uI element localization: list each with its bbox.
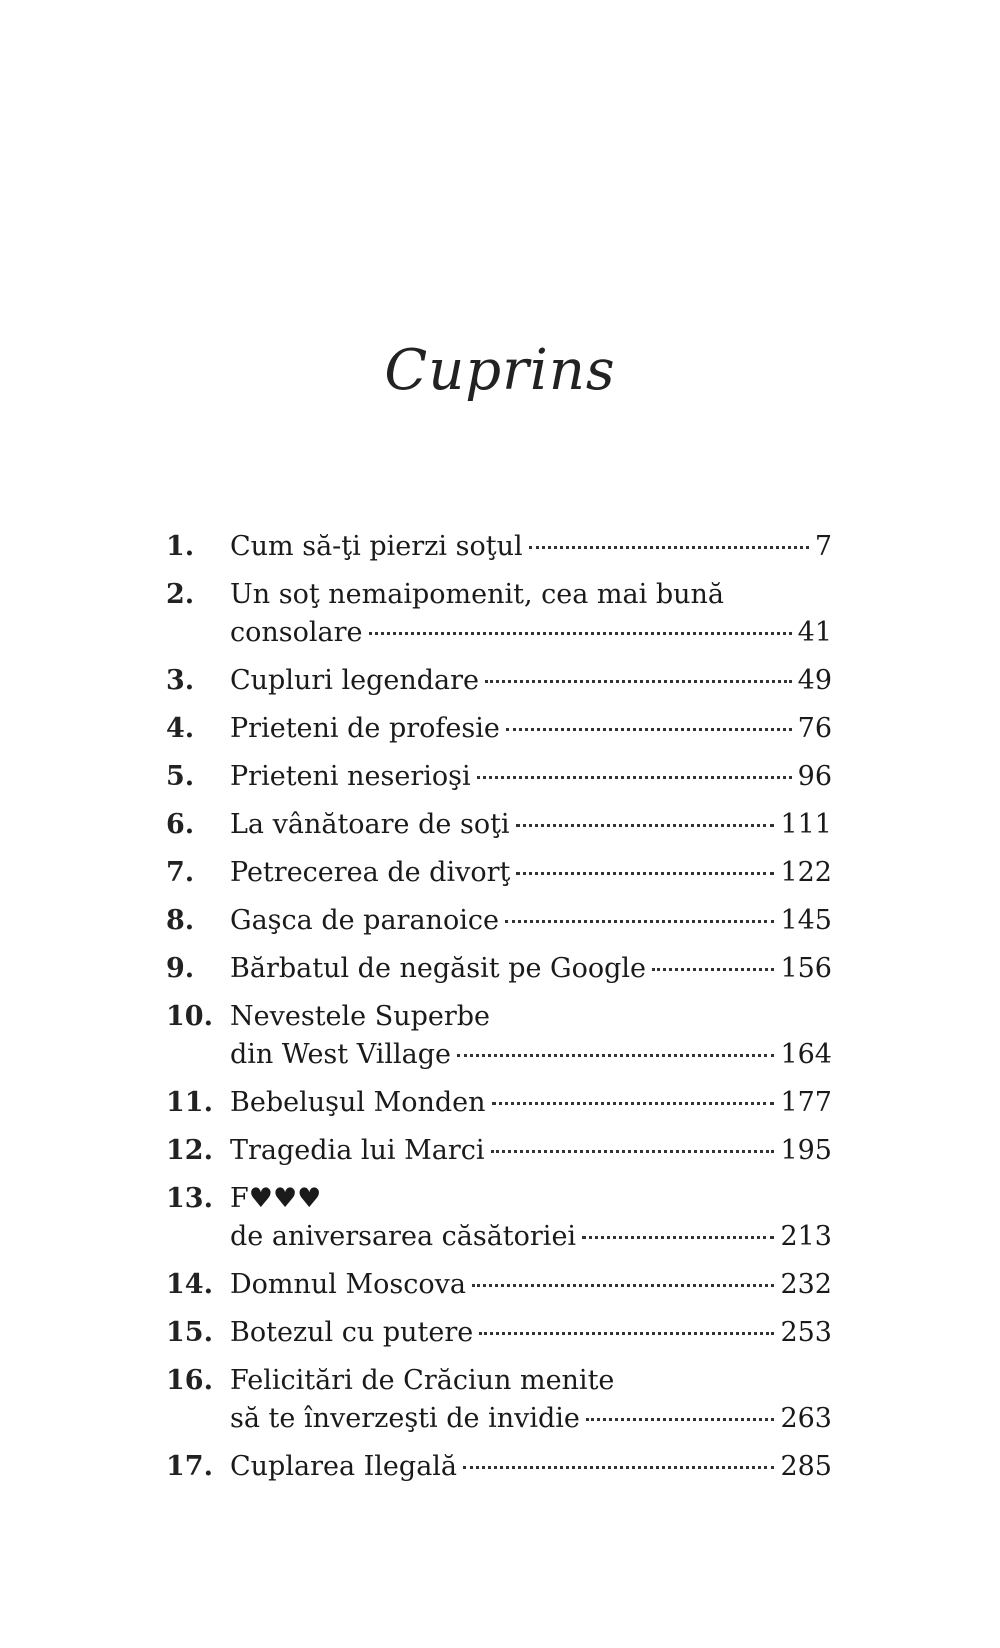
entry-title: La vânătoare de soţi — [230, 809, 510, 840]
entry-title-continued: consolare — [230, 617, 363, 648]
entry-number: 4. — [166, 713, 195, 744]
entry-number: 6. — [166, 809, 195, 840]
entry-title: Bărbatul de negăsit pe Google — [230, 953, 647, 984]
entry-page-number: 164 — [780, 1039, 832, 1070]
entry-page-number: 177 — [780, 1087, 832, 1118]
entry-number: 1. — [166, 531, 195, 562]
entry-page-number: 96 — [797, 761, 832, 792]
entry-number: 13. — [166, 1183, 213, 1214]
entry-title: Petrecerea de divorţ — [230, 857, 511, 888]
entry-title: Botezul cu putere — [230, 1317, 474, 1348]
leader-dots — [529, 546, 809, 549]
leader-dots — [485, 680, 792, 683]
entry-title: Cuplarea Ilegală — [230, 1451, 458, 1482]
toc-entry — [166, 806, 832, 844]
toc-entry — [166, 1314, 832, 1352]
toc-entry — [166, 576, 832, 652]
entry-page-number: 49 — [797, 665, 832, 696]
leader-dots — [369, 632, 792, 635]
toc-entry — [166, 1448, 832, 1486]
entry-number: 17. — [166, 1451, 213, 1482]
entry-page-number: 195 — [780, 1135, 832, 1166]
entry-page-number: 111 — [780, 809, 832, 840]
entry-page-number: 213 — [780, 1221, 832, 1252]
entry-page-number: 122 — [780, 857, 832, 888]
entry-title-continued: să te înverzeşti de invidie — [230, 1403, 580, 1434]
leader-dots — [582, 1236, 774, 1239]
toc-entry — [166, 1084, 832, 1122]
toc-entry — [166, 528, 832, 566]
toc-entry — [166, 854, 832, 892]
entry-page-number: 41 — [797, 617, 832, 648]
leader-dots — [491, 1150, 775, 1153]
entry-title: Tragedia lui Marci — [230, 1135, 485, 1166]
leader-dots — [506, 728, 792, 731]
entry-title: Domnul Moscova — [230, 1269, 466, 1300]
entry-number: 2. — [166, 579, 195, 610]
leader-dots — [516, 824, 775, 827]
toc-entry — [166, 758, 832, 796]
entry-page-number: 253 — [780, 1317, 832, 1348]
entry-page-number: 156 — [780, 953, 832, 984]
toc-entry — [166, 1362, 832, 1438]
entry-number: 8. — [166, 905, 195, 936]
entry-title: Cupluri legendare — [230, 665, 480, 696]
leader-dots — [479, 1332, 774, 1335]
entry-number: 16. — [166, 1365, 213, 1396]
entry-title: Cum să-ţi pierzi soţul — [230, 531, 523, 562]
entry-number: 15. — [166, 1317, 213, 1348]
leader-dots — [477, 776, 792, 779]
toc-entry — [166, 902, 832, 940]
entry-number: 7. — [166, 857, 195, 888]
leader-dots — [463, 1466, 774, 1469]
leader-dots — [516, 872, 774, 875]
entry-title: F♥♥♥ — [230, 1183, 322, 1214]
toc-entry — [166, 710, 832, 748]
toc-entry — [166, 662, 832, 700]
leader-dots — [652, 968, 774, 971]
entry-title: Un soţ nemaipomenit, cea mai bună — [230, 579, 724, 610]
entry-number: 11. — [166, 1087, 213, 1118]
entry-title-continued: din West Village — [230, 1039, 451, 1070]
entry-title: Gaşca de paranoice — [230, 905, 499, 936]
toc-entry — [166, 998, 832, 1074]
leader-dots — [505, 920, 775, 923]
toc-entry — [166, 950, 832, 988]
entry-page-number: 7 — [814, 531, 832, 562]
entry-number: 10. — [166, 1001, 213, 1032]
toc-entry — [166, 1266, 832, 1304]
table-of-contents — [166, 528, 832, 1496]
entry-title: Nevestele Superbe — [230, 1001, 491, 1032]
entry-number: 5. — [166, 761, 195, 792]
entry-page-number: 285 — [780, 1451, 832, 1482]
leader-dots — [586, 1418, 775, 1421]
leader-dots — [492, 1102, 775, 1105]
entry-title: Bebeluşul Monden — [230, 1087, 486, 1118]
entry-title: Prieteni neserioşi — [230, 761, 471, 792]
entry-number: 12. — [166, 1135, 213, 1166]
entry-title: Prieteni de profesie — [230, 713, 500, 744]
leader-dots — [457, 1054, 774, 1057]
entry-number: 14. — [166, 1269, 213, 1300]
toc-entry — [166, 1132, 832, 1170]
entry-title-continued: de aniversarea căsătoriei — [230, 1221, 577, 1252]
entry-number: 9. — [166, 953, 195, 984]
page-title: Cuprins — [384, 338, 616, 403]
entry-page-number: 145 — [780, 905, 832, 936]
entry-number: 3. — [166, 665, 195, 696]
toc-entry — [166, 1180, 832, 1256]
entry-page-number: 232 — [780, 1269, 832, 1300]
leader-dots — [472, 1284, 774, 1287]
entry-page-number: 76 — [797, 713, 832, 744]
entry-page-number: 263 — [780, 1403, 832, 1434]
entry-title: Felicitări de Crăciun menite — [230, 1365, 615, 1396]
